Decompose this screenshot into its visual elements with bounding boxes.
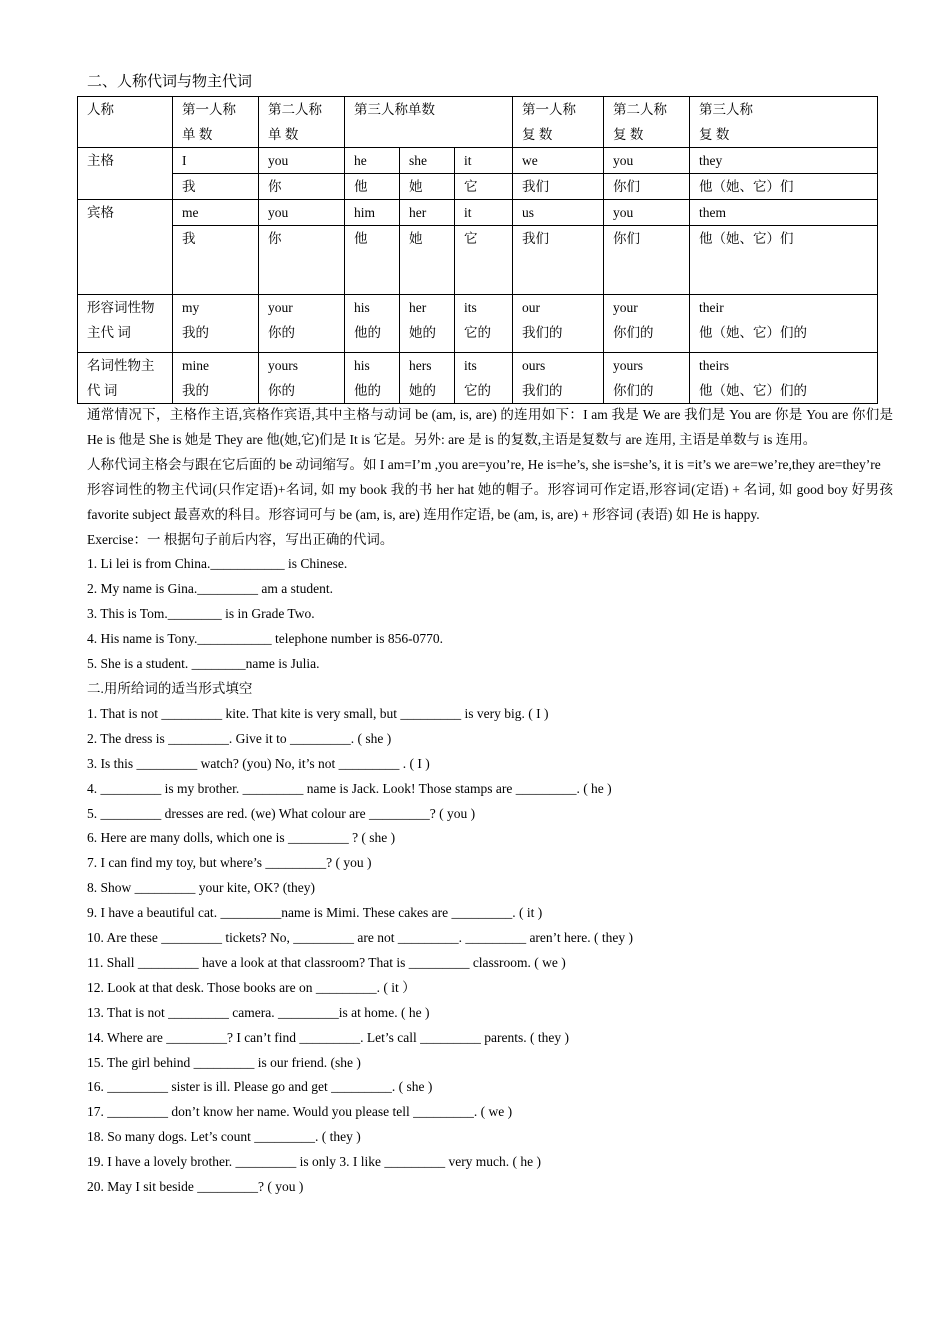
exercise-item: 18. So many dogs. Let’s count _________. ( they )	[87, 1129, 361, 1145]
table-cell: 它	[464, 231, 478, 246]
table-row-adjective-possessive	[78, 295, 878, 353]
table-cell: her	[409, 205, 427, 220]
exercise-item: 16. _________ sister is ill. Please go and get _________. ( she )	[87, 1079, 433, 1095]
table-cell: we	[522, 153, 538, 168]
table-cell: she	[409, 153, 427, 168]
table-cell: 他（她、它）们	[699, 231, 794, 246]
exercise-item: 4. _________ is my brother. _________ name is Jack. Look! Those stamps are _________. ( he )	[87, 780, 612, 796]
row-label-adjective-possessive: 形容词性物	[87, 300, 155, 315]
header-second-plural: 第二人称	[613, 102, 668, 117]
row-label-noun-possessive: 名词性物主	[87, 358, 155, 373]
header-third-plural: 第三人称	[699, 102, 754, 117]
exercise-item: 8. Show _________ your kite, OK? (they)	[87, 880, 315, 896]
table-header-row	[78, 97, 878, 148]
exercise-item: 5. _________ dresses are red. (we) What colour are _________? ( you )	[87, 805, 476, 821]
table-cell: their	[699, 300, 724, 315]
table-cell: 我的	[182, 383, 209, 398]
table-cell: 你的	[268, 383, 295, 398]
table-cell: 她的	[409, 383, 436, 398]
header-first-plural-sub: 复 数	[522, 127, 553, 142]
exercise-item: 10. Are these _________ tickets? No, _________ are not _________. _________ aren’t here. ( they )	[87, 930, 634, 946]
table-cell: 他的	[354, 325, 381, 340]
table-cell: 他	[354, 179, 368, 194]
table-cell: them	[699, 205, 727, 220]
note-paragraph: 通常情况下，主格作主语,宾格作宾语,其中主格与动词 be (am, is, are) 的连用如下：I am 我是 We are 我们是 You are 你是 You are 你们是 He is 他是 She is 她是 They are 他(她,它)们是 It is 它是。另外: are 是 is 的复数,主语是复数与 are 连用, 主语是单数与 is 连用。	[87, 407, 893, 447]
exercise-item: 4. His name is Tony.___________ telephone number is 856-0770.	[87, 631, 444, 647]
table-cell: you	[613, 205, 634, 220]
table-cell: 我们	[522, 231, 550, 246]
exercise-item: 12. Look at that desk. Those books are on _________. ( it ）	[87, 979, 416, 995]
exercise-item: 14. Where are _________? I can’t find _________. Let’s call _________ parents. ( they )	[87, 1029, 569, 1045]
exercise-item: 17. _________ don’t know her name. Would you please tell _________. ( we )	[87, 1104, 513, 1120]
table-cell: hers	[409, 358, 432, 373]
table-cell: you	[268, 205, 289, 220]
table-cell: 你们的	[613, 325, 654, 340]
exercise-item: 15. The girl behind _________ is our friend. (she )	[87, 1054, 361, 1070]
exercise-item: 11. Shall _________ have a look at that classroom? That is _________ classroom. ( we )	[87, 954, 566, 970]
table-cell: 它的	[464, 325, 491, 340]
row-label-nominative: 主格	[87, 153, 114, 168]
header-third-plural-sub: 复 数	[699, 127, 730, 142]
table-cell: 你	[268, 231, 282, 246]
table-cell: 她	[409, 179, 423, 194]
table-cell: your	[613, 300, 638, 315]
exercise-item: 3. This is Tom.________ is in Grade Two.	[87, 606, 315, 622]
table-cell: 我们的	[522, 325, 563, 340]
table-cell: 他（她、它）们的	[699, 383, 808, 398]
header-first-singular-sub: 单 数	[182, 127, 213, 142]
header-first-plural: 第一人称	[522, 102, 577, 117]
table-row-nominative-zh	[78, 174, 878, 200]
table-row-nominative-en	[78, 148, 878, 174]
exercise-item: 9. I have a beautiful cat. _________name is Mimi. These cakes are _________. ( it )	[87, 905, 543, 921]
table-cell: his	[354, 300, 370, 315]
row-label-noun-possessive-sub: 代 词	[87, 383, 118, 398]
document-body	[87, 403, 893, 1200]
exercise-item: 3. Is this _________ watch? (you) No, it’s not _________ . ( I )	[87, 755, 430, 771]
exercise-item: 19. I have a lovely brother. _________ is only 3. I like _________ very much. ( he )	[87, 1154, 542, 1170]
table-cell: yours	[613, 358, 644, 373]
table-cell: its	[464, 300, 477, 315]
header-person: 人称	[87, 102, 114, 117]
table-cell: it	[464, 205, 472, 220]
note-paragraph: 人称代词主格会与跟在它后面的 be 动词缩写。如 I am=I’m ,you are=you’re, He is=he’s, she is=she’s, it is =it’s we are=we’re,they are=they’re	[87, 456, 881, 472]
pronoun-table	[77, 96, 878, 404]
table-cell: ours	[522, 358, 546, 373]
table-cell: 我们的	[522, 383, 563, 398]
table-cell: 他的	[354, 383, 381, 398]
table-row-objective-en	[78, 200, 878, 226]
header-first-singular: 第一人称	[182, 102, 236, 117]
exercise-item: 1. Li lei is from China.___________ is Chinese.	[87, 556, 348, 572]
table-cell: 它的	[464, 383, 491, 398]
table-cell: you	[613, 153, 634, 168]
table-cell: 他	[354, 231, 368, 246]
table-cell: 我	[182, 179, 196, 194]
table-cell: they	[699, 153, 723, 168]
row-label-adjective-possessive-sub: 主代 词	[87, 325, 131, 340]
exercise-item: 1. That is not _________ kite. That kite is very small, but _________ is very big. ( I )	[87, 705, 549, 721]
table-cell: you	[268, 153, 289, 168]
table-cell: I	[182, 153, 187, 168]
table-cell: 她的	[409, 325, 436, 340]
table-cell: 你们	[613, 179, 641, 194]
header-third-singular: 第三人称单数	[354, 102, 435, 117]
table-cell: 你	[268, 179, 282, 194]
header-second-singular: 第二人称	[268, 102, 322, 117]
table-cell: 他（她、它）们的	[699, 325, 808, 340]
exercise-item: 7. I can find my toy, but where’s _________? ( you )	[87, 855, 372, 871]
exercise-1-title: Exercise：一 根据句子前后内容，写出正确的代词。	[87, 531, 394, 547]
table-cell: me	[182, 205, 199, 220]
table-cell: 它	[464, 179, 478, 194]
table-cell: us	[522, 205, 535, 220]
table-cell: yours	[268, 358, 298, 373]
table-cell: it	[464, 153, 472, 168]
table-cell: 我的	[182, 325, 209, 340]
note-paragraph: 形容词性的物主代词(只作定语)+名词, 如 my book 我的书 her hat 她的帽子。形容词可作定语,形容词(定语) + 名词, 如 good boy 好男孩 favorite subject 最喜欢的科目。形容词可与 be (am, is, are) 连用作定语, be (am, is, are) + 形容词 (表语) 如 He is happy.	[87, 481, 893, 522]
table-row-noun-possessive	[78, 353, 878, 404]
table-cell: 你的	[268, 325, 295, 340]
exercise-item: 2. My name is Gina._________ am a student.	[87, 581, 333, 597]
exercise-item: 6. Here are many dolls, which one is _________ ? ( she )	[87, 830, 396, 846]
table-cell: his	[354, 358, 370, 373]
exercise-2-title: 二.用所给词的适当形式填空	[87, 680, 253, 696]
exercise-item: 2. The dress is _________. Give it to _________. ( she )	[87, 730, 392, 746]
row-label-objective: 宾格	[87, 205, 114, 220]
table-cell: 我们	[522, 179, 550, 194]
table-cell: your	[268, 300, 293, 315]
table-cell: theirs	[699, 358, 730, 373]
table-cell: its	[464, 358, 477, 373]
header-second-singular-sub: 单 数	[268, 127, 299, 142]
exercise-item: 20. May I sit beside _________? ( you )	[87, 1179, 304, 1195]
header-second-plural-sub: 复 数	[613, 127, 644, 142]
table-cell: my	[182, 300, 200, 315]
table-cell: her	[409, 300, 427, 315]
table-cell: our	[522, 300, 541, 315]
table-cell: he	[354, 153, 367, 168]
table-cell: him	[354, 205, 376, 220]
section-heading: 二、人称代词与物主代词	[87, 74, 253, 90]
table-cell: 我	[182, 231, 196, 246]
table-cell: 他（她、它）们	[699, 179, 794, 194]
table-cell: 你们	[613, 231, 641, 246]
table-cell: 你们的	[613, 383, 654, 398]
exercise-item: 5. She is a student. ________name is Julia.	[87, 656, 320, 672]
table-row-objective-zh	[78, 226, 878, 295]
table-cell: 她	[409, 231, 423, 246]
table-cell: mine	[182, 358, 209, 373]
exercise-item: 13. That is not _________ camera. _________is at home. ( he )	[87, 1004, 430, 1020]
